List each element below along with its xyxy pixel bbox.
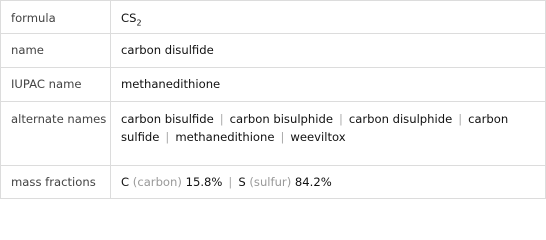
name-value: carbon disulfide (111, 34, 546, 68)
formula-value (111, 1, 546, 34)
name-row (1, 34, 546, 68)
alternate-name: carbon bisulfide (121, 112, 214, 126)
separator: | (165, 130, 170, 144)
alternate-names-label: alternate names (1, 102, 111, 166)
alternate-name: methanedithione (175, 130, 275, 144)
formula-row (1, 1, 546, 34)
element-name: (carbon) (132, 175, 182, 189)
mass-fractions-value (111, 166, 546, 199)
element-symbol: S (238, 175, 246, 189)
mass-fractions-row (1, 166, 546, 199)
formula-label: formula (1, 1, 111, 34)
alternate-name: carbon disulphide (348, 112, 453, 126)
iupac-value: methanedithione (111, 68, 546, 102)
iupac-row (1, 68, 546, 102)
mass-fractions-label: mass fractions (1, 166, 111, 199)
alternate-names-row (1, 102, 546, 166)
alternate-names-value (111, 102, 546, 166)
formula-subscript: 2 (136, 18, 142, 28)
separator: | (219, 112, 224, 126)
alternate-name: carbon bisulphide (229, 112, 333, 126)
alternate-name: weeviltox (290, 130, 346, 144)
formula-main: CS (121, 11, 137, 25)
alternate-name: carbon sulfide (121, 112, 509, 144)
separator: | (338, 112, 343, 126)
element-symbol: C (121, 175, 130, 189)
name-label: name (1, 34, 111, 68)
iupac-label: IUPAC name (1, 68, 111, 102)
element-name: (sulfur) (249, 175, 292, 189)
element-percent: 84.2% (294, 175, 332, 189)
separator: | (228, 175, 233, 189)
element-percent: 15.8% (185, 175, 223, 189)
separator: | (458, 112, 463, 126)
separator: | (280, 130, 285, 144)
